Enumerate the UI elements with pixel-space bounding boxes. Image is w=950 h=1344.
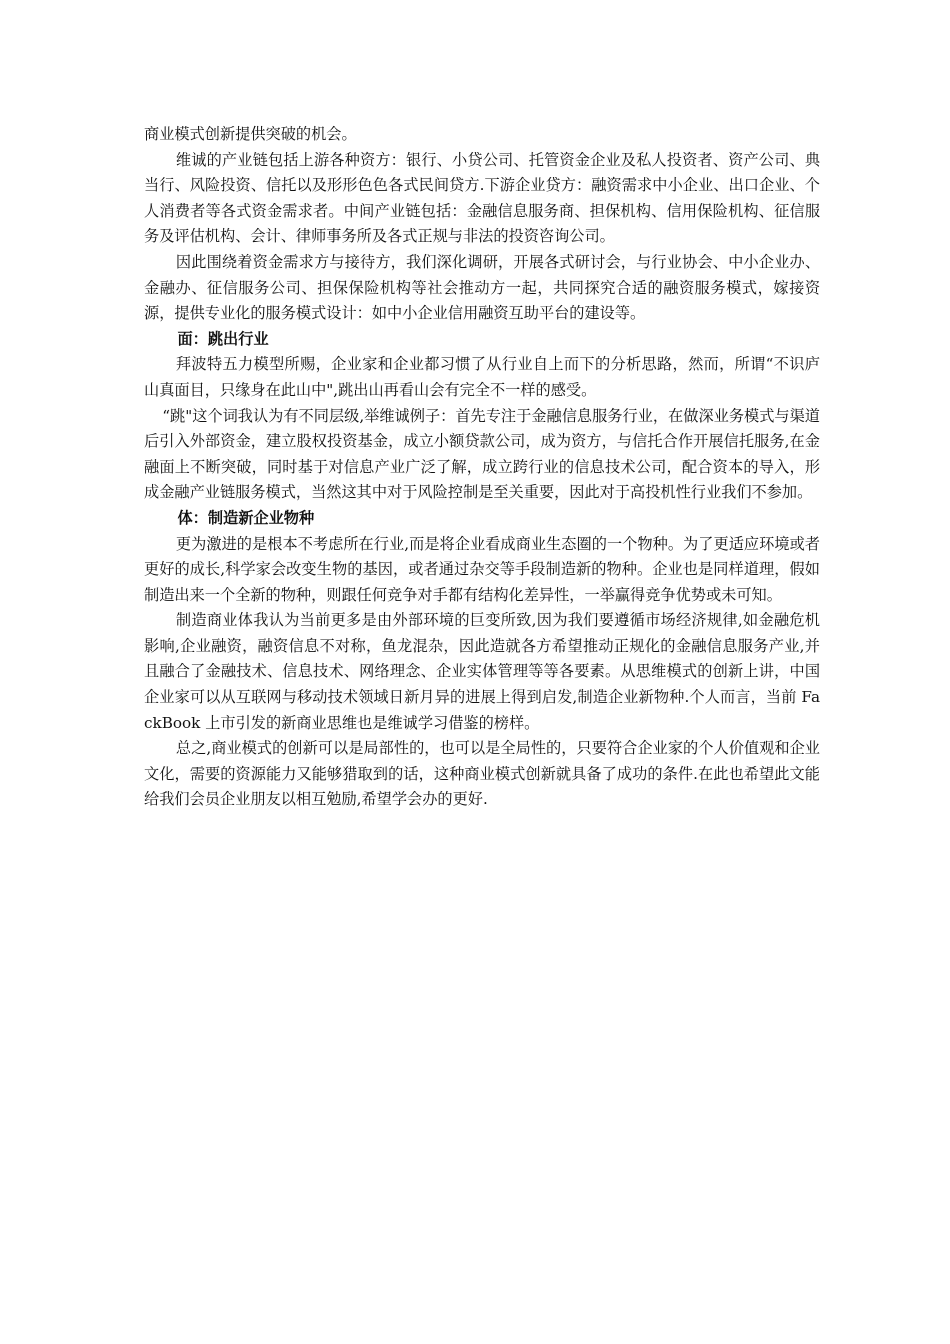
paragraph-manufacturing-business: 制造商业体我认为当前更多是由外部环境的巨变所致,因为我们要遵循市场经济规律,如金融危机影响,企业融资，融资信息不对称，鱼龙混杂，因此造就各方希望推动正规化的金融信息服务产业,并且融合了金融技术、信息技术、网络理念、企业实体管理等等各要素。从思维模式的创新上讲，中国企业家可以从互联网与移动技术领域日新月异的进展上得到启发,制造企业新物种.个人而言，当前 FackBook 上市引发的新商业思维也是维诚学习借鉴的榜样。 xyxy=(144,611,820,732)
section-heading-face: 面：跳出行业 xyxy=(177,329,269,348)
section-heading-body: 体：制造新企业物种 xyxy=(177,508,315,527)
paragraph-five-forces: 拜波特五力模型所赐，企业家和企业都习惯了从行业自上而下的分析思路，然而，所谓“不识庐山真面目，只缘身在此山中",跳出山再看山会有完全不一样的感受。 xyxy=(144,355,820,399)
paragraph-industry-chain: 维诚的产业链包括上游各种资方：银行、小贷公司、托管资金企业及私人投资者、资产公司、典当行、风险投资、信托以及形形色色各式民间贷方.下游企业贷方：融资需求中小企业、出口企业、个人消费者等各式资金需求者。中间产业链包括：金融信息服务商、担保机构、信用保险机构、征信服务及评估机构、会计、律师事务所及各式正规与非法的投资咨询公司。 xyxy=(144,150,820,246)
paragraph-conclusion: 总之,商业模式的创新可以是局部性的，也可以是全局性的，只要符合企业家的个人价值观和企业文化，需要的资源能力又能够猎取到的话，这种商业模式创新就具备了成功的条件.在此也希望此文能给我们会员企业朋友以相互勉励,希望学会办的更好. xyxy=(144,739,820,809)
paragraph-intro-end: 商业模式创新提供突破的机会。 xyxy=(144,125,357,143)
document-page xyxy=(144,122,820,813)
paragraph-new-species: 更为激进的是根本不考虑所在行业,而是将企业看成商业生态圈的一个物种。为了更适应环境或者更好的成长,科学家会改变生物的基因，或者通过杂交等手段制造新的物种。企业也是同样道理，假如制造出来一个全新的物种，则跟任何竞争对手都有结构化差异性，一举赢得竞争优势或未可知。 xyxy=(144,534,820,604)
paragraph-research: 因此围绕着资金需求方与接待方，我们深化调研，开展各式研讨会，与行业协会、中小企业办、金融办、征信服务公司、担保保险机构等社会推动方一起，共同探究合适的融资服务模式，嫁接资源，提供专业化的服务模式设计：如中小企业信用融资互助平台的建设等。 xyxy=(144,252,820,323)
paragraph-jump-levels: “跳"这个词我认为有不同层级,举维诚例子：首先专注于金融信息服务行业，在做深业务模式与渠道后引入外部资金，建立股权投资基金，成立小额贷款公司，成为资方，与信托合作开展信托服务,在金融面上不断突破，同时基于对信息产业广泛了解，成立跨行业的信息技术公司，配合资本的导入，形成金融产业链服务模式，当然这其中对于风险控制是至关重要，因此对于高投机性行业我们不参加。 xyxy=(144,406,820,502)
